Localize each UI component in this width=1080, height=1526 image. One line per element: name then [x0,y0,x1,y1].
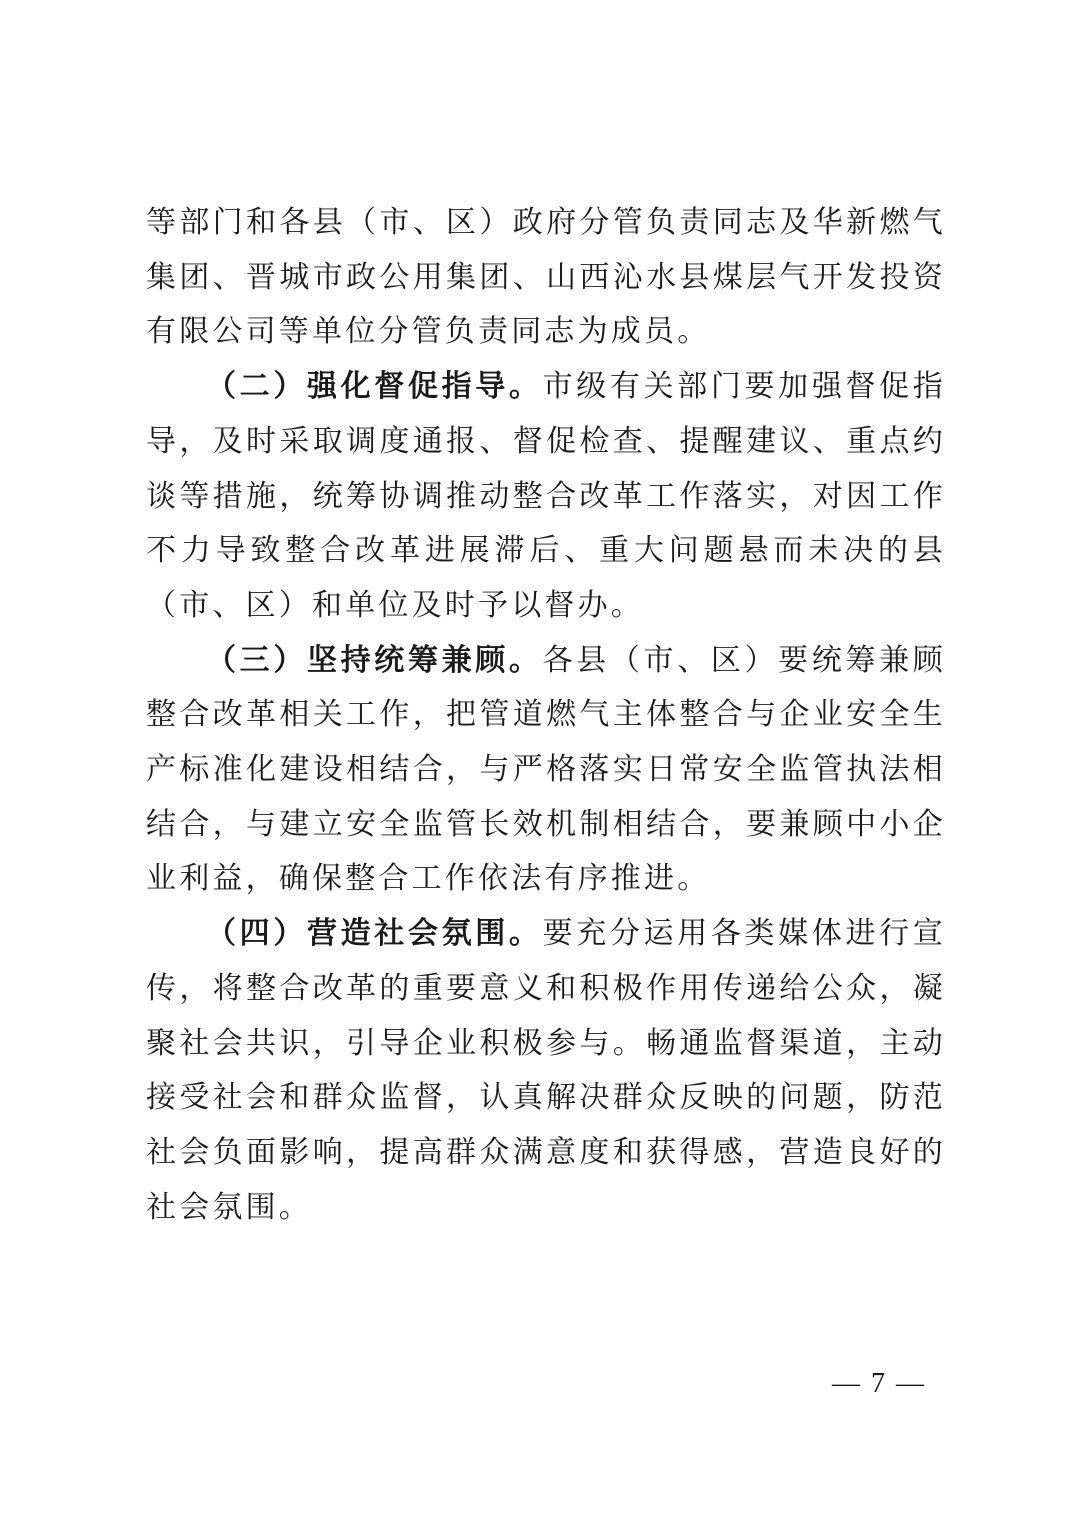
body-text [146,196,946,1235]
paragraph-strengthen-supervision [146,360,946,634]
section-heading: （二）强化督促指导。 [206,369,543,405]
paragraph-text: 各县（市、区）要统筹兼顾整合改革相关工作，把管道燃气主体整合与企业安全生产标准化建设相结合，与严格落实日常安全监管执法相结合，与建立安全监管长效机制相结合，要兼顾中小企业利益，确保整合工作依法有序推进。 [146,642,947,897]
paragraph-continuation [146,196,946,360]
section-heading: （四）营造社会氛围。 [206,916,543,952]
paragraph-text: 等部门和各县（市、区）政府分管负责同志及华新燃气集团、晋城市政公用集团、山西沁水县煤层气开发投资有限公司等单位分管负责同志为成员。 [146,205,946,350]
page-number: — 7 — [832,1368,926,1399]
paragraph-social-atmosphere [146,907,946,1235]
paragraph-text: 要充分运用各类媒体进行宣传，将整合改革的重要意义和积极作用传递给公众，凝聚社会共识，引导企业积极参与。畅通监督渠道，主动接受社会和群众监督，认真解决群众反映的问题，防范社会负面影响，提高群众满意度和获得感，营造良好的社会氛围。 [146,916,947,1225]
section-heading: （三）坚持统筹兼顾。 [206,642,543,678]
paragraph-text: 市级有关部门要加强督促指导，及时采取调度通报、督促检查、提醒建议、重点约谈等措施，统筹协调推动整合改革工作落实，对因工作不力导致整合改革进展滞后、重大问题悬而未决的县（市、区）和单位及时予以督办。 [146,369,947,623]
paragraph-overall-planning [146,634,946,908]
